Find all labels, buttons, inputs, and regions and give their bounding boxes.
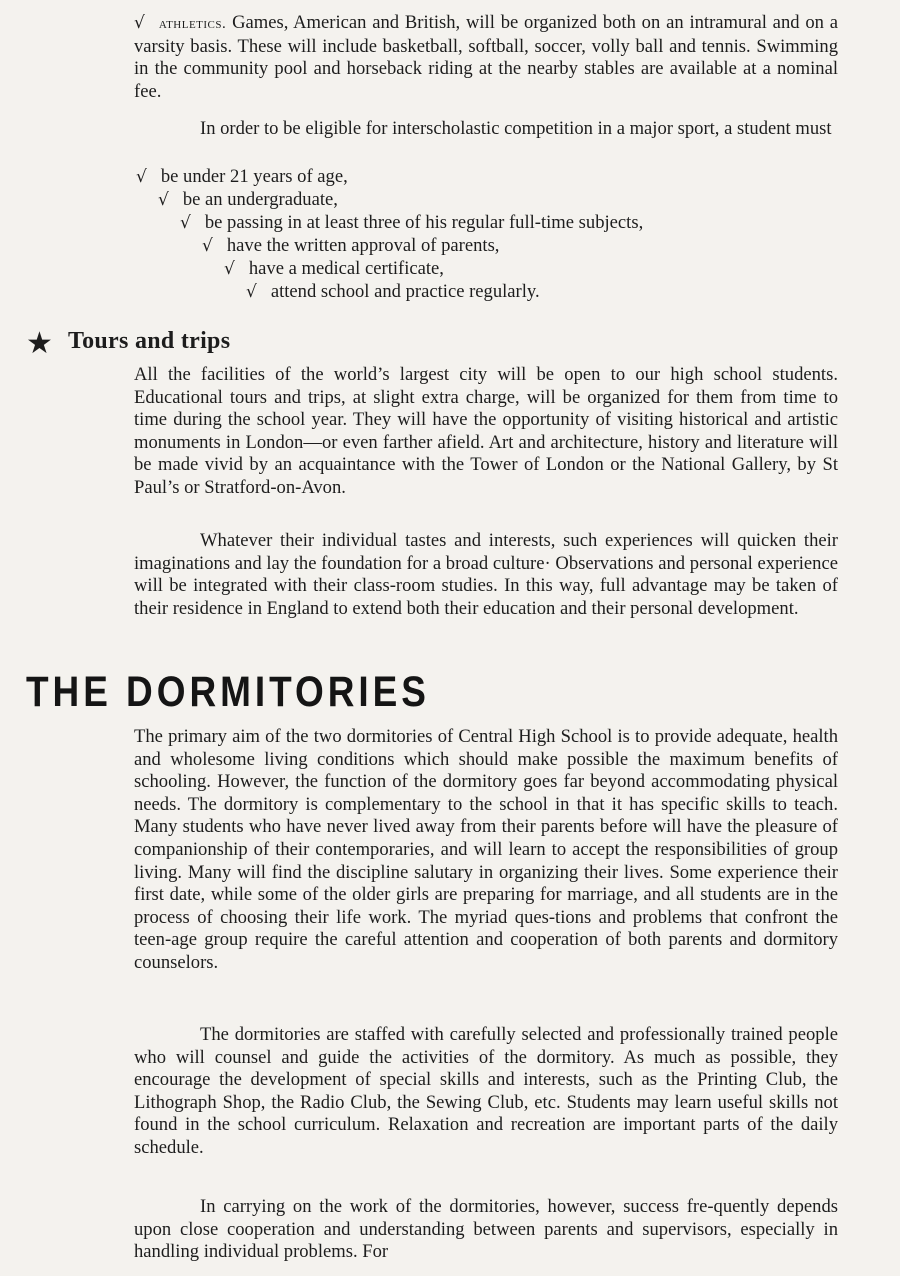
list-item	[180, 212, 643, 234]
list-item-text: be under 21 years of age,	[160, 166, 348, 187]
list-item-text: be an undergraduate,	[182, 189, 338, 210]
check-mark-icon: √	[224, 259, 235, 279]
check-mark-icon: √	[246, 282, 257, 302]
list-item	[224, 258, 444, 280]
check-mark-icon: √	[134, 13, 145, 33]
star-icon: ★	[26, 326, 53, 361]
athletics-paragraph	[134, 12, 838, 103]
list-item	[246, 281, 540, 303]
list-item-text: have the written approval of parents,	[226, 235, 500, 256]
list-item-text: have a medical certificate,	[248, 258, 444, 279]
page-title: THE DORMITORIES	[26, 668, 430, 716]
tours-paragraph-2: Whatever their individual tastes and interests, such experiences will quicken their imaginations and lay the foundation for a broad culture· Observations and personal experience will be integrated with their class-room studies. In this way, full advantage may be taken of their residence in England to extend both their education and their personal development.	[134, 530, 838, 619]
check-mark-icon: √	[180, 213, 191, 233]
list-item	[202, 235, 499, 257]
check-mark-icon: √	[202, 236, 213, 256]
list-item	[136, 166, 348, 188]
check-mark-icon: √	[136, 167, 147, 187]
athletics-label: athletics.	[158, 16, 227, 32]
list-item-text: attend school and practice regularly.	[270, 281, 540, 302]
dormitories-paragraph-3: In carrying on the work of the dormitories, however, success fre-quently depends upon close cooperation and understanding between parents and supervisors, especially in handling individual problems. For	[134, 1196, 838, 1263]
check-mark-icon: √	[158, 190, 169, 210]
list-item-text: be passing in at least three of his regular full-time subjects,	[204, 212, 644, 233]
eligibility-intro: In order to be eligible for interscholastic competition in a major sport, a student must	[200, 118, 832, 139]
tours-paragraph-1: All the facilities of the world’s largest city will be open to our high school students. Educational tours and trips, at slight extra charge, will be organized for them from time to time during the school year. They will have the opportunity of visiting historical and artistic monuments in London—or even farther afield. Art and architecture, history and literature will be made vivid by an acquaintance with the Tower of London or the National Gallery, by St Paul’s or Stratford-on-Avon.	[134, 364, 838, 498]
athletics-text: Games, American and British, will be organized both on an intramural and on a varsity basis. These will include basketball, softball, soccer, volly ball and tennis. Swimming in the community pool and horseback riding at the nearby stables are available at a nominal fee.	[134, 12, 838, 102]
dormitories-paragraph-1: The primary aim of the two dormitories of Central High School is to provide adequate, health and wholesome living conditions which should make possible the maximum benefits of schooling. However, the function of the dormitory goes far beyond accommodating physical needs. The dormitory is complementary to the school in that it has specific skills to teach. Many students who have never lived away from their parents before will have the pleasure of companionship of their contemporaries, and will learn to accept the responsibilities of group living. Many will find the discipline salutary in organizing their lives. Some experience their first date, while some of the older girls are preparing for marriage, and all students are in the process of choosing their life work. The myriad ques-tions and problems that confront the teen-age group require the careful attention and cooperation of both parents and dormitory counselors.	[134, 726, 838, 973]
list-item	[158, 189, 338, 211]
tours-heading: Tours and trips	[68, 328, 231, 354]
dormitories-paragraph-2: The dormitories are staffed with carefully selected and professionally trained people who will counsel and guide the activities of the dormitory. As much as possible, they encourage the development of special skills and interests, such as the Printing Club, the Lithograph Shop, the Radio Club, the Sewing Club, etc. Students may learn useful skills not found in the school curriculum. Relaxation and recreation are important parts of the daily schedule.	[134, 1024, 838, 1158]
